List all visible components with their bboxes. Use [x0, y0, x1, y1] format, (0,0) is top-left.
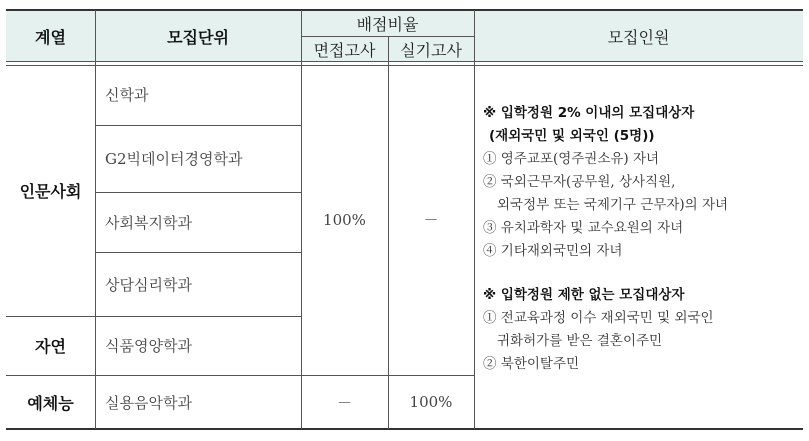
- unit-counseling: 상담심리학과: [105, 275, 192, 294]
- ratio-practical-arts: 100%: [409, 393, 453, 411]
- row-divider: [95, 192, 301, 193]
- quota-item: 외국정부 또는 국제기구 근무자)의 자녀: [497, 197, 729, 213]
- unit-g2-bigdata: G2빅데이터경영학과: [105, 150, 243, 168]
- unit-food-nutrition: 식품영양학과: [105, 337, 192, 355]
- column-divider: [95, 10, 96, 429]
- quota-section1-title: ※ 입학정원 2% 이내의 모집대상자: [483, 105, 695, 121]
- header-practical: 실기고사: [388, 36, 474, 62]
- unit-practical-music: 실용음악학과: [105, 393, 192, 412]
- table-bottom-border: [6, 428, 803, 430]
- quota-description: [483, 102, 803, 376]
- unit-social-welfare: 사회복지학과: [105, 213, 192, 232]
- column-divider: [301, 10, 302, 429]
- category-humanities: 인문사회: [19, 181, 82, 201]
- quota-item: ③ 유치과학자 및 교수요원의 자녀: [483, 220, 684, 236]
- ratio-interview-arts: －: [336, 393, 352, 412]
- header-bottom-border: [6, 61, 803, 66]
- header-ratio: 배점비율: [301, 10, 474, 36]
- quota-item: ① 영주교포(영주권소유) 자녀: [483, 151, 660, 167]
- quota-section1-subtitle: (재외국민 및 외국인 (5명)): [489, 128, 655, 144]
- quota-item: ④ 기타재외국민의 자녀: [483, 243, 623, 259]
- quota-item: ② 국외근무자(공무원, 상사직원,: [483, 174, 676, 190]
- ratio-interview-upper: 100%: [323, 210, 366, 229]
- category-arts: 예체능: [27, 393, 74, 413]
- column-divider: [474, 10, 475, 429]
- row-divider: [95, 252, 301, 253]
- row-divider: [6, 316, 301, 317]
- category-science: 자연: [35, 337, 66, 356]
- column-divider: [388, 36, 389, 429]
- header-unit: 모집단위: [95, 10, 301, 62]
- header-quota: 모집인원: [474, 10, 803, 62]
- quota-item: 귀화허가를 받은 결혼이주민: [497, 333, 663, 349]
- quota-item: ② 북한이탈주민: [483, 356, 580, 372]
- ratio-practical-upper: －: [423, 211, 439, 229]
- unit-theology: 신학과: [105, 86, 149, 104]
- table-top-border: [6, 9, 803, 11]
- row-divider: [6, 375, 474, 376]
- quota-item: ① 전교육과정 이수 재외국민 및 외국인: [483, 310, 714, 326]
- header-category: 계열: [6, 10, 95, 62]
- quota-section2-title: ※ 입학정원 제한 없는 모집대상자: [483, 287, 685, 303]
- header-interview: 면접고사: [301, 36, 388, 62]
- row-divider: [95, 125, 301, 126]
